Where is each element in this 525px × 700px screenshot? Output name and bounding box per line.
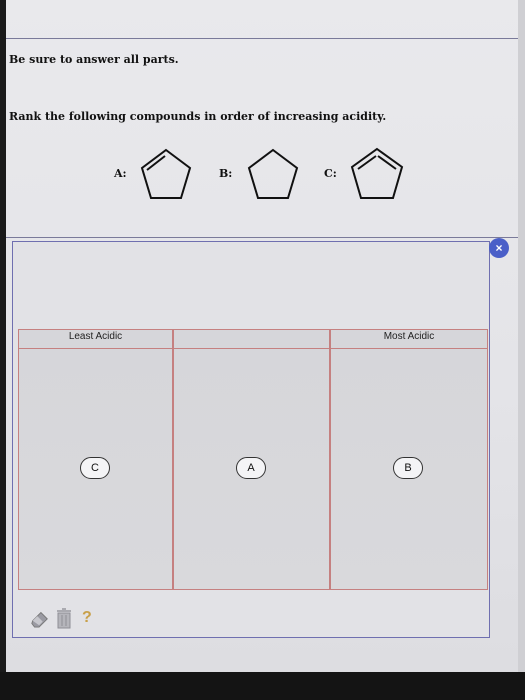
compound-a-label: A: [114, 167, 127, 180]
least-acidic-header: Least Acidic [19, 330, 172, 349]
question-frame [5, 38, 519, 238]
most-acidic-header: Most Acidic [331, 330, 487, 349]
compound-c-label: C: [324, 167, 337, 180]
screen-bezel-bottom [0, 672, 525, 700]
ranking-area [18, 329, 488, 590]
screen-edge-right [518, 0, 525, 672]
ranking-slot-most-acidic[interactable] [330, 329, 488, 590]
help-icon[interactable]: ? [82, 609, 92, 626]
question-prompt: Rank the following compounds in order of increasing acidity. [9, 110, 387, 123]
instruction-text: Be sure to answer all parts. [9, 53, 179, 66]
eraser-icon[interactable] [30, 607, 50, 629]
middle-header [174, 330, 329, 349]
answer-chip-c[interactable]: C [80, 457, 110, 479]
answer-chip-a[interactable]: A [236, 457, 266, 479]
cyclopentene-structure-icon [138, 148, 194, 202]
close-button[interactable]: × [489, 238, 509, 258]
compound-b-label: B: [219, 167, 233, 180]
screen-bezel-left [0, 0, 6, 700]
cyclopentadiene-structure-icon [348, 146, 406, 202]
ranking-slot-least-acidic[interactable] [18, 329, 173, 590]
answer-chip-b[interactable]: B [393, 457, 423, 479]
trash-icon[interactable] [54, 607, 74, 629]
cyclopentane-structure-icon [245, 148, 301, 202]
ranking-slot-middle[interactable] [173, 329, 330, 590]
